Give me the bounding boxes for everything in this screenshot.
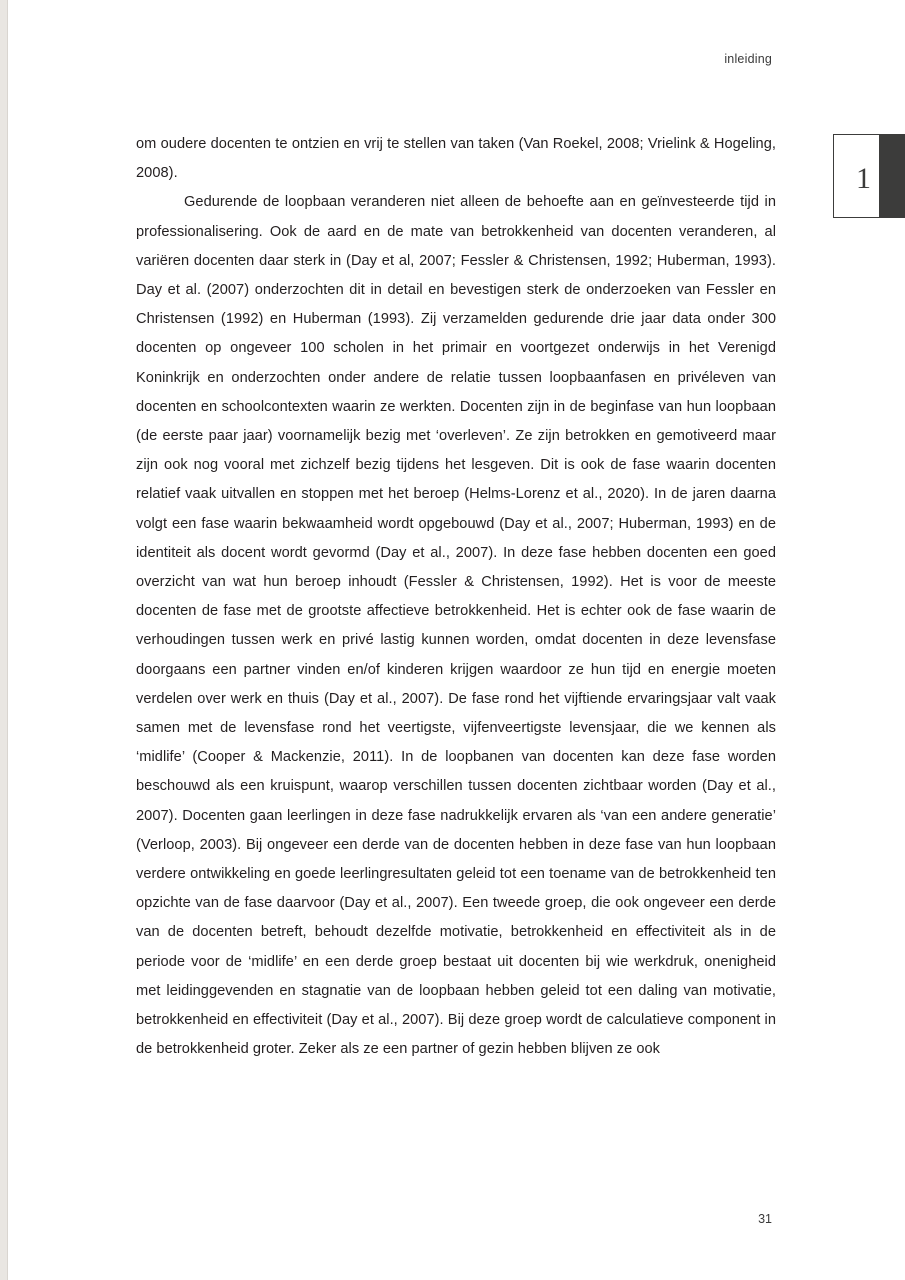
chapter-tab [833,134,905,218]
page-left-trim-line [7,0,8,1280]
body-text-column [136,130,776,1065]
running-head: inleiding [724,52,772,66]
paragraph: om oudere docenten te ontzien en vrij te stellen van taken (Van Roekel, 2008; Vrielink & Hogeling, 2008). [136,136,776,182]
paragraph: Gedurende de loopbaan veranderen niet alleen de behoefte aan en geïnvesteerde tijd in professionalisering. Ook de aard en de mate van betrokkenheid van docenten veranderen, al variëren docenten daar sterk in (Day et al, 2007; Fessler & Christensen, 1992; Huberman, 1993). Day et al. (2007) onderzochten dit in detail en bevestigen sterk de onderzoeken van Fessler en Christensen (1992) en Huberman (1993). Zij verzamelden gedurende drie jaar data onder 300 docenten op ongeveer 100 scholen in het primair en voortgezet onderwijs in het Verenigd Koninkrijk en onderzochten onder andere de relatie tussen loopbaanfasen en privéleven van docenten en schoolcontexten waarin ze werkten. Docenten zijn in de beginfase van hun loopbaan (de eerste paar jaar) voornamelijk bezig met ‘overleven’. Ze zijn betrokken en gemotiveerd maar zijn ook nog vooral met zichzelf bezig tijdens het lesgeven. Dit is ook de fase waarin docenten relatief vaak uitvallen en stoppen met het beroep (Helms-Lorenz et al., 2020). In de jaren daarna volgt een fase waarin bekwaamheid wordt opgebouwd (Day et al., 2007; Huberman, 1993) en de identiteit als docent wordt gevormd (Day et al., 2007). In deze fase hebben docenten een goed overzicht van wat hun beroep inhoudt (Fessler & Christensen, 1992). Het is voor de meeste docenten de fase met de grootste affectieve betrokkenheid. Het is echter ook de fase waarin de verhoudingen tussen werk en privé lastig kunnen worden, omdat docenten in deze levensfase doorgaans een partner vinden en/of kinderen krijgen waardoor ze hun tijd en energie moeten verdelen over werk en thuis (Day et al., 2007). De fase rond het vijftiende ervaringsjaar valt vaak samen met de levensfase rond het veertigste, vijfenveertigste levensjaar, die we kennen als ‘midlife’ (Cooper & Mackenzie, 2011). In de loopbanen van docenten kan deze fase worden beschouwd als een kruispunt, waarop verschillen tussen docenten zichtbaar worden (Day et al., 2007). Docenten gaan leerlingen in deze fase nadrukkelijk ervaren als ‘van een andere generatie’ (Verloop, 2003). Bij ongeveer een derde van de docenten hebben in deze fase van hun loopbaan verdere ontwikkeling en goede leerlingresultaten geleid tot een toename van de betrokkenheid ten opzichte van de fase daarvoor (Day et al., 2007). Een tweede groep, die ook ongeveer een derde van de docenten betreft, behoudt dezelfde motivatie, betrokkenheid en effectiviteit als in de periode voor de ‘midlife’ en een derde groep bestaat uit docenten bij wie werkdruk, onenigheid met leidinggevenden en stagnatie van de loopbaan hebben geleid tot een daling van motivatie, betrokkenheid en effectiviteit (Day et al., 2007). Bij deze groep wordt de calculatieve component in de betrokkenheid groter. Zeker als ze een partner of gezin hebben blijven ze ook [136,194,776,1058]
page-left-trim [0,0,7,1280]
chapter-tab-block [879,134,905,218]
page-number: 31 [758,1212,772,1226]
chapter-tab-number: 1 [856,162,871,195]
